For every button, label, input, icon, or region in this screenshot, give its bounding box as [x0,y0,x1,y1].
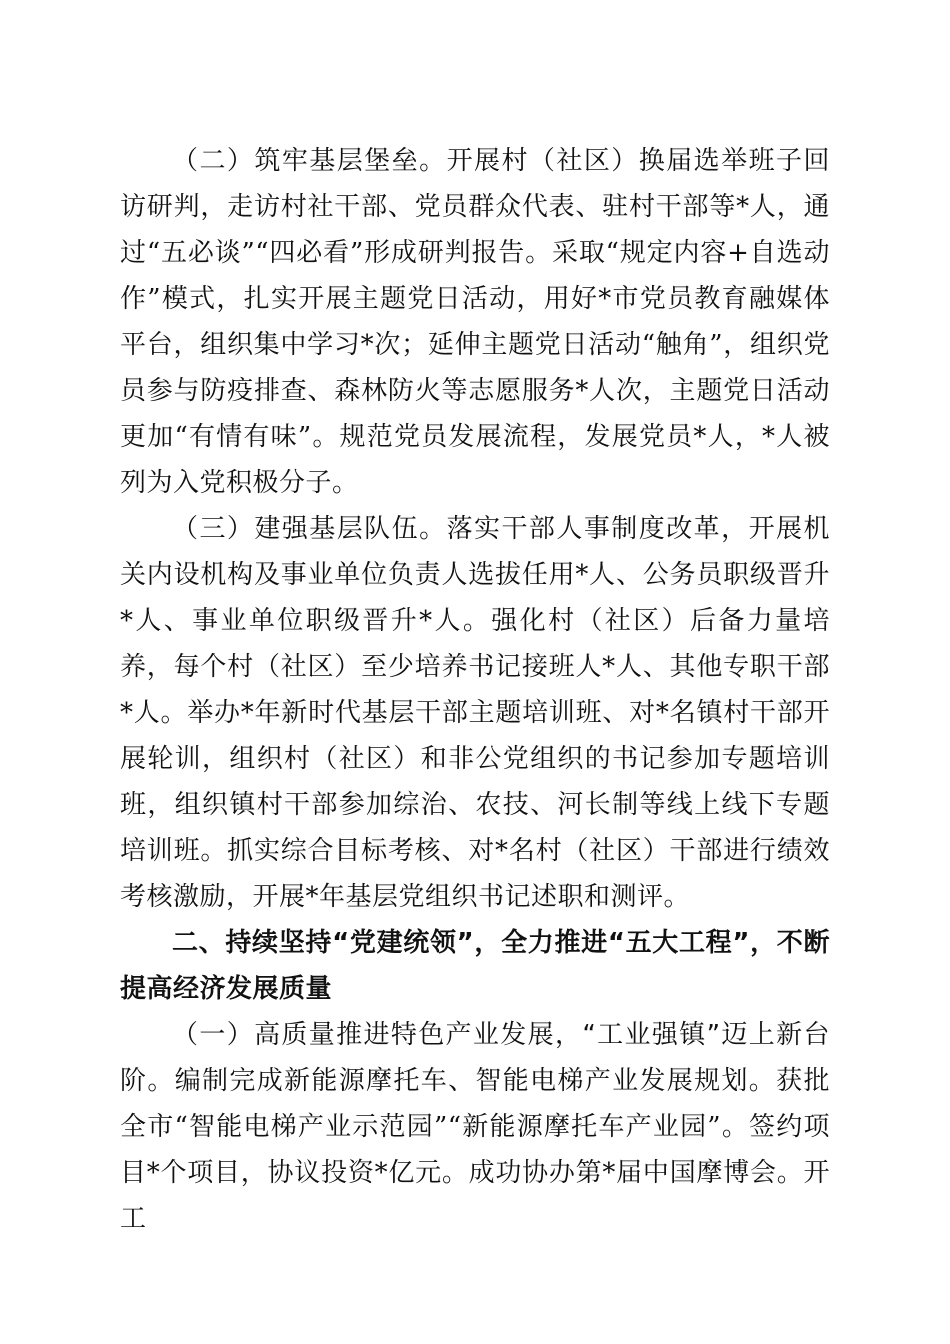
paragraph-text: 编制完成新能源摩托车、智能电梯产业发展规划。获批全市“智能电梯产业示范园”“新能源摩托车产业园”。签约项目*个项目，协议投资*亿元。成功协办第*届中国摩博会。开工 [120,1066,830,1234]
section-heading: 二、持续坚持“党建统领”，全力推进“五大工程”，不断提高经济发展质量 [120,928,830,1004]
paragraph-grassroots-fortress [120,138,830,506]
paragraph-industry-development [120,1012,830,1242]
paragraph-lead: （三）建强基层队伍。 [172,514,447,544]
paragraph-lead: （一）高质量推进特色产业发展，“工业强镇”迈上新台阶。 [120,1020,830,1096]
paragraph-grassroots-team [120,506,830,920]
paragraph-text: 开展村（社区）换届选举班子回访研判，走访村社干部、党员群众代表、驻村干部等*人，通过“五必谈”“四必看”形成研判报告。采取“规定内容+自选动作”模式，扎实开展主题党日活动，用好*市党员教育融媒体平台，组织集中学习*次；延伸主题党日活动“触角”，组织党员参与防疫排查、森林防火等志愿服务*人次，主题党日活动更加“有情有味”。规范党员发展流程，发展党员*人，*人被列为入党积极分子。 [120,146,830,498]
document-body [120,138,830,1242]
paragraph-lead: （二）筑牢基层堡垒。 [172,146,447,176]
paragraph-text: 落实干部人事制度改革，开展机关内设机构及事业单位负责人选拔任用*人、公务员职级晋升*人、事业单位职级晋升*人。强化村（社区）后备力量培养，每个村（社区）至少培养书记接班人*人、其他专职干部*人。举办*年新时代基层干部主题培训班、对*名镇村干部开展轮训，组织村（社区）和非公党组织的书记参加专题培训班，组织镇村干部参加综治、农技、河长制等线上线下专题培训班。抓实综合目标考核、对*名村（社区）干部进行绩效考核激励，开展*年基层党组织书记述职和测评。 [120,514,830,912]
